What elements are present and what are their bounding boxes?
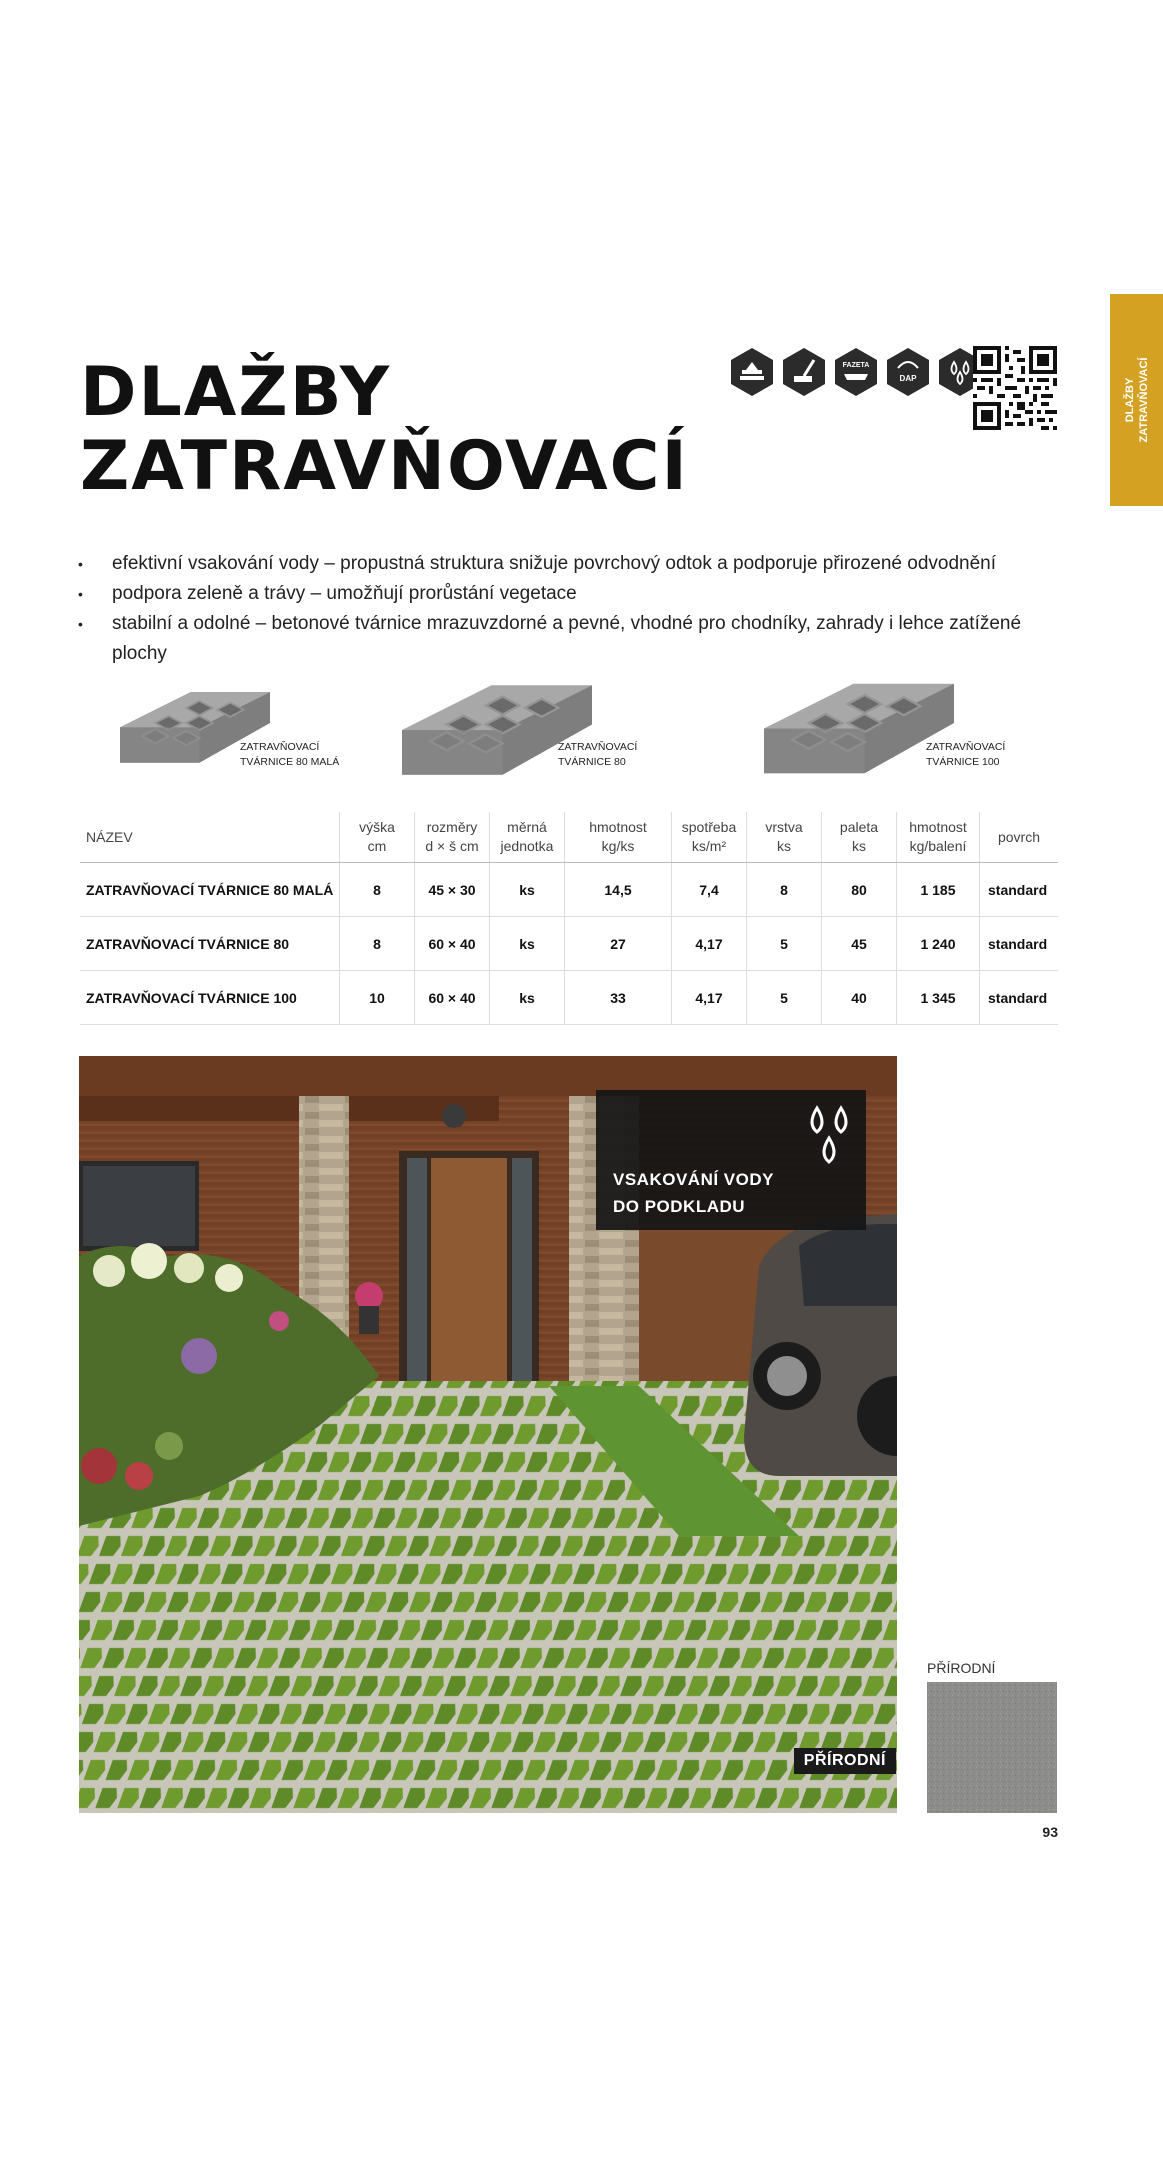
header-vrstva: vrstva ks <box>747 812 822 863</box>
cell-nazev: ZATRAVŇOVACÍ TVÁRNICE 100 <box>80 971 340 1025</box>
cell: 45 × 30 <box>415 863 490 917</box>
header-merna-jednotka: měrná jednotka <box>490 812 565 863</box>
feature-item: • podpora zeleně a trávy – umožňují prorůstání vegetace <box>78 579 1078 609</box>
header-povrch: povrch <box>980 812 1059 863</box>
product-label-line2: TVÁRNICE 100 <box>926 756 1000 768</box>
compactor-icon <box>780 346 828 398</box>
qr-code[interactable] <box>973 346 1057 430</box>
water-drops-icon <box>804 1104 854 1174</box>
dap-icon-label: DAP <box>899 374 917 383</box>
cell: 1 240 <box>897 917 980 971</box>
cell: 80 <box>822 863 897 917</box>
cell-nazev: ZATRAVŇOVACÍ TVÁRNICE 80 <box>80 917 340 971</box>
cell: 1 185 <box>897 863 980 917</box>
header-rozmery: rozměry d × š cm <box>415 812 490 863</box>
cell: 7,4 <box>672 863 747 917</box>
color-badge: PŘÍRODNÍ <box>794 1748 896 1774</box>
product-tile-80 <box>402 662 638 787</box>
product-label-line1: ZATRAVŇOVACÍ <box>926 741 1006 753</box>
info-text-line2: DO PODKLADU <box>613 1197 746 1216</box>
color-swatch <box>927 1682 1057 1813</box>
cell: 8 <box>747 863 822 917</box>
cell: 4,17 <box>672 971 747 1025</box>
header-spotreba: spotřeba ks/m² <box>672 812 747 863</box>
property-icons <box>728 346 984 398</box>
page-number: 93 <box>1042 1824 1058 1840</box>
product-label-line2: TVÁRNICE 80 MALÁ <box>240 756 340 768</box>
feature-list <box>78 549 1078 669</box>
page-title-line2: ZATRAVŇOVACÍ <box>80 427 689 506</box>
product-tile-100 <box>764 658 1006 788</box>
info-text-line1: VSAKOVÁNÍ VODY <box>613 1170 774 1189</box>
feature-item: • efektivní vsakování vody – propustná struktura snižuje povrchový odtok a podporuje přirozené odvodnění <box>78 549 1078 579</box>
cell: 60 × 40 <box>415 971 490 1025</box>
cell: ks <box>490 971 565 1025</box>
header-hmotnost-baleni: hmotnost kg/balení <box>897 812 980 863</box>
cell: 8 <box>340 917 415 971</box>
cell: 40 <box>822 971 897 1025</box>
cell: 5 <box>747 971 822 1025</box>
product-label-line1: ZATRAVŇOVACÍ <box>558 741 638 753</box>
header-vyska: výška cm <box>340 812 415 863</box>
cell: 1 345 <box>897 971 980 1025</box>
feature-item: • stabilní a odolné – betonové tvárnice mrazuvzdorné a pevné, vhodné pro chodníky, zahrady i lehce zatížené plochy <box>78 609 1078 669</box>
page-title <box>80 353 689 506</box>
cell: 45 <box>822 917 897 971</box>
cell: ks <box>490 917 565 971</box>
cell: 10 <box>340 971 415 1025</box>
cell-nazev: ZATRAVŇOVACÍ TVÁRNICE 80 MALÁ <box>80 863 340 917</box>
dap-icon <box>884 346 932 398</box>
spec-table <box>80 812 1058 1025</box>
section-tab-line1: DLAŽBY <box>1123 377 1136 423</box>
cell: standard <box>980 917 1059 971</box>
product-photo <box>79 1056 897 1813</box>
header-nazev: NÁZEV <box>80 812 340 863</box>
cell: 14,5 <box>565 863 672 917</box>
cell: standard <box>980 971 1059 1025</box>
table-row <box>80 971 1058 1025</box>
cell: ks <box>490 863 565 917</box>
product-label-line2: TVÁRNICE 80 <box>558 756 626 768</box>
section-tab <box>1110 294 1163 506</box>
header-hmotnost: hmotnost kg/ks <box>565 812 672 863</box>
fazeta-icon <box>832 346 880 398</box>
table-row <box>80 863 1058 917</box>
cell: 33 <box>565 971 672 1025</box>
product-tile-80-mala <box>120 668 340 778</box>
fazeta-icon-label: FAZETA <box>842 362 870 369</box>
cell: 8 <box>340 863 415 917</box>
product-label-line1: ZATRAVŇOVACÍ <box>240 741 320 753</box>
cell: 5 <box>747 917 822 971</box>
swatch-label: PŘÍRODNÍ <box>927 1660 996 1676</box>
table-row <box>80 917 1058 971</box>
cell: 27 <box>565 917 672 971</box>
pavement-icon <box>728 346 776 398</box>
cell: 4,17 <box>672 917 747 971</box>
info-box <box>596 1090 866 1230</box>
cell: standard <box>980 863 1059 917</box>
section-tab-line2: ZATRAVŇOVACÍ <box>1137 357 1150 443</box>
table-header-row <box>80 812 1058 863</box>
cell: 60 × 40 <box>415 917 490 971</box>
page-title-line1: DLAŽBY <box>80 353 392 432</box>
header-paleta: paleta ks <box>822 812 897 863</box>
